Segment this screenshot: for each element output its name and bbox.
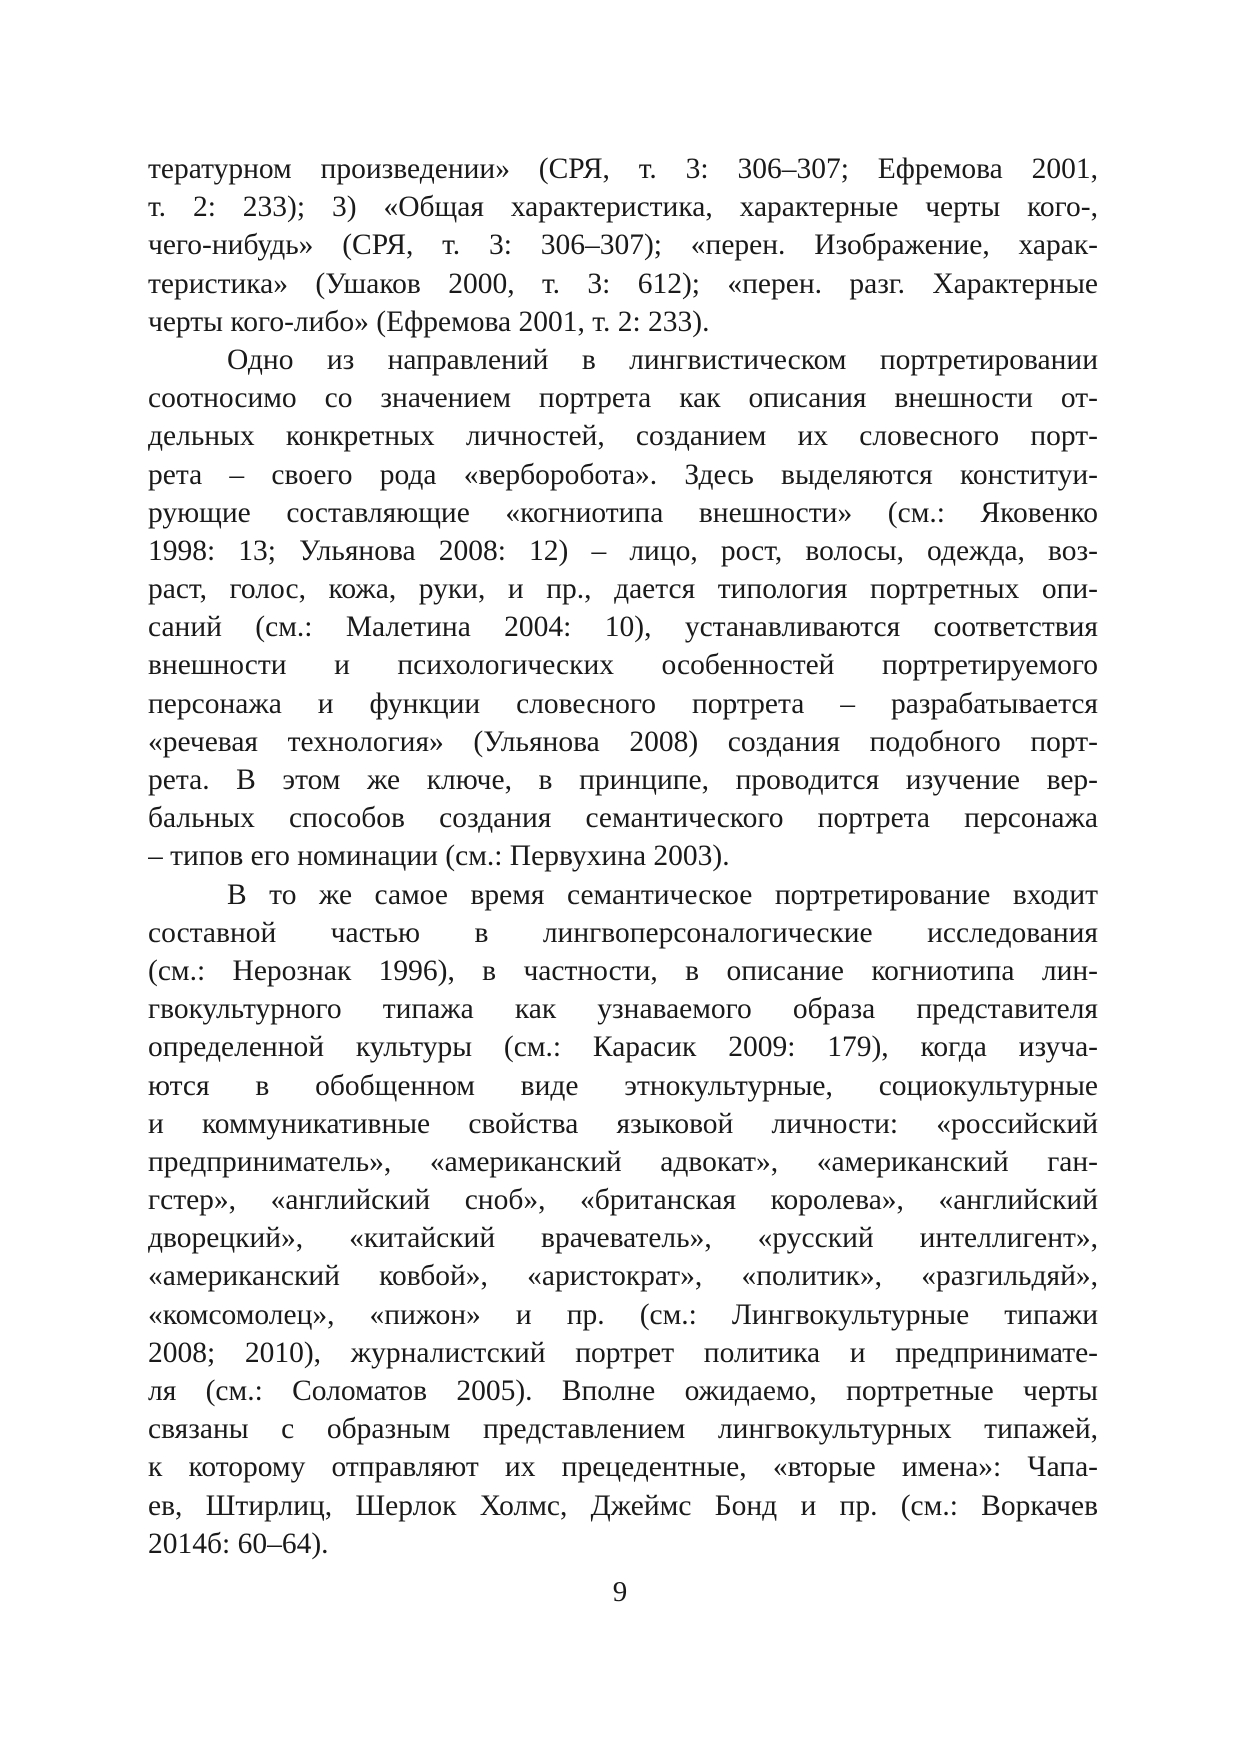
- text-line: рета. В этом же ключе, в принципе, проводится изучение вер-: [148, 764, 1098, 796]
- text-line: определенной культуры (см.: Карасик 2009: 179), когда изуча-: [148, 1031, 1098, 1064]
- page-number: 9: [612, 1576, 628, 1608]
- text-line: (см.: Нерознак 1996), в частности, в описание когниотипа лин-: [148, 954, 1098, 987]
- text-line: – типов его номинации (см.: Первухина 2003).: [148, 840, 730, 873]
- paragraph: [148, 341, 1098, 876]
- text-line: соотносимо со значением портрета как описания внешности от-: [148, 382, 1098, 415]
- paragraph: [148, 150, 1098, 341]
- text-line: 2008; 2010), журналистский портрет политика и предпринимате-: [148, 1336, 1098, 1369]
- text-line: рующие составляющие «когниотипа внешности» (см.: Яковенко: [148, 496, 1098, 529]
- text-line: ля (см.: Соломатов 2005). Вполне ожидаемо, портретные черты: [148, 1375, 1098, 1407]
- text-line: и коммуникативные свойства языковой личности: «российский: [148, 1107, 1098, 1140]
- text-line: «речевая технология» (Ульянова 2008) создания подобного порт-: [148, 725, 1098, 758]
- text-line: связаны с образным представлением лингвокультурных типажей,: [148, 1413, 1098, 1446]
- text-line: «американский ковбой», «аристократ», «политик», «разгильдяй»,: [148, 1260, 1098, 1293]
- text-line: составной частью в лингвоперсоналогические исследования: [148, 916, 1098, 949]
- text-line: персонажа и функции словесного портрета – разрабатывается: [148, 687, 1098, 720]
- text-line: чего-нибудь» (СРЯ, т. 3: 306–307); «перен. Изображение, харак-: [148, 229, 1098, 262]
- text-line: предприниматель», «американский адвокат», «американский ган-: [148, 1145, 1098, 1178]
- text-line: ев, Штирлиц, Шерлок Холмс, Джеймс Бонд и пр. (см.: Воркачев: [148, 1489, 1098, 1522]
- text-line: к которому отправляют их прецедентные, «вторые имена»: Чапа-: [148, 1451, 1098, 1484]
- body-text: [148, 150, 1098, 1563]
- text-line: гвокультурного типажа как узнаваемого образа представителя: [148, 993, 1098, 1026]
- text-line: гстер», «английский сноб», «британская королева», «английский: [148, 1184, 1098, 1217]
- text-line: 1998: 13; Ульянова 2008: 12) – лицо, рост, волосы, одежда, воз-: [148, 534, 1098, 567]
- text-line: В то же самое время семантическое портретирование входит: [227, 878, 1098, 911]
- text-line: ются в обобщенном виде этнокультурные, социокультурные: [148, 1069, 1098, 1102]
- text-line: внешности и психологических особенностей портретируемого: [148, 649, 1098, 682]
- text-line: теристика» (Ушаков 2000, т. 3: 612); «перен. разг. Характерные: [148, 267, 1098, 300]
- text-line: 2014б: 60–64).: [148, 1527, 329, 1560]
- text-line: дельных конкретных личностей, созданием их словесного порт-: [148, 420, 1098, 453]
- text-line: дворецкий», «китайский врачеватель», «русский интеллигент»,: [148, 1222, 1098, 1255]
- text-line: бальных способов создания семантического портрета персонажа: [148, 802, 1098, 835]
- paragraph: [148, 876, 1098, 1563]
- text-line: рета – своего рода «верборобота». Здесь выделяются конституи-: [148, 458, 1098, 491]
- text-line: т. 2: 233); 3) «Общая характеристика, характерные черты кого-,: [148, 191, 1098, 224]
- text-line: саний (см.: Малетина 2004: 10), устанавливаются соответствия: [148, 611, 1098, 644]
- text-line: Одно из направлений в лингвистическом портретировании: [227, 343, 1098, 376]
- text-line: тературном произведении» (СРЯ, т. 3: 306–307; Ефремова 2001,: [148, 153, 1098, 185]
- text-line: черты кого-либо» (Ефремова 2001, т. 2: 233).: [148, 305, 710, 338]
- text-line: «комсомолец», «пижон» и пр. (см.: Лингвокультурные типажи: [148, 1298, 1098, 1331]
- text-line: раст, голос, кожа, руки, и пр., дается типология портретных опи-: [148, 573, 1098, 606]
